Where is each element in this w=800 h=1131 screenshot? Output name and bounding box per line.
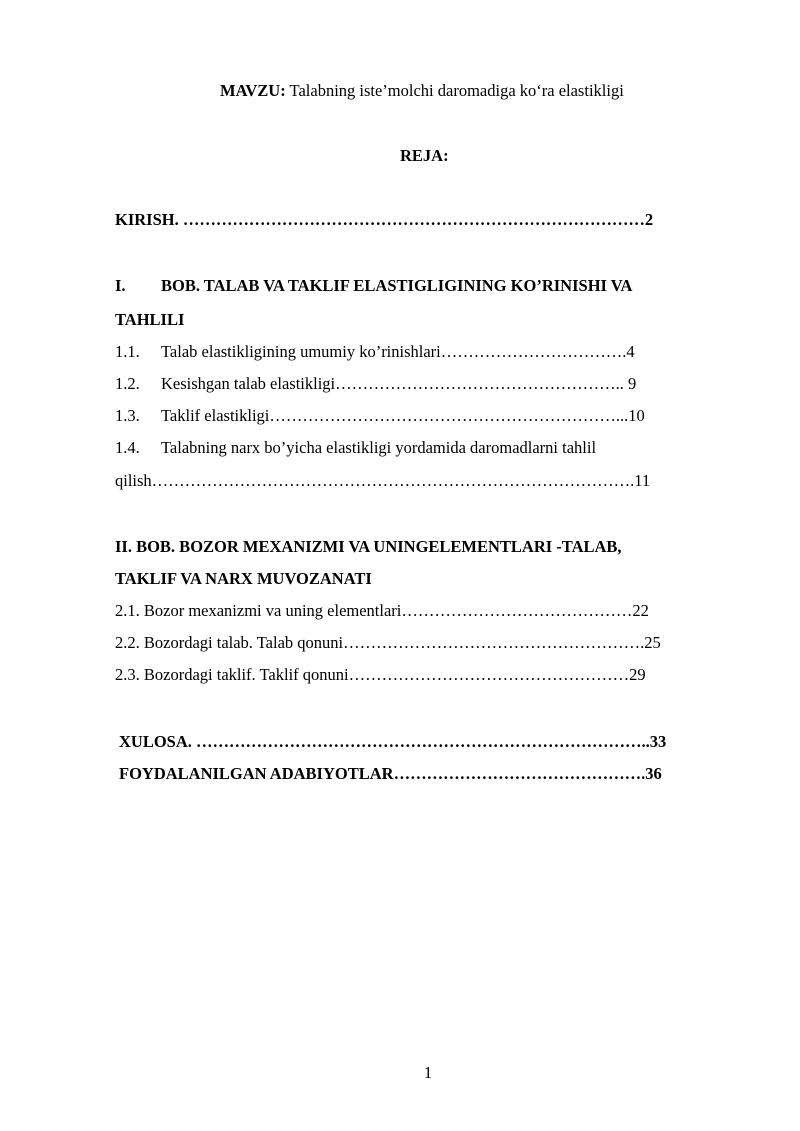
toc-item-continuation: qilish…………………………………………………………………………….11 — [115, 471, 651, 490]
toc-item — [115, 374, 636, 394]
toc-item — [115, 438, 596, 458]
toc-conclusion: XULOSA. ………………………………………………………………………..33 — [119, 732, 667, 751]
document-title — [220, 81, 624, 101]
toc-item-text: Talabning narx bo’yicha elastikligi yordamida daromadlarni tahlil — [161, 438, 597, 457]
toc-item: 2.1. Bozor mexanizmi va uning elementlari……………………………………22 — [115, 601, 649, 620]
toc-chapter1-title — [115, 276, 632, 296]
title-text: Talabning iste’molchi daromadiga ko‘ra elastikligi — [285, 81, 624, 100]
toc-item-text: Talab elastikligining umumiy ko’rinishlari…………………………….4 — [161, 342, 635, 361]
toc-chapter1-title-line2: TAHLILI — [115, 310, 185, 329]
toc-item — [115, 406, 645, 426]
toc-chapter1-number: I. — [115, 276, 126, 295]
toc-chapter2-title-line1: II. BOB. BOZOR MEXANIZMI VA UNINGELEMENTLARI -TALAB, — [115, 537, 622, 556]
toc-item-number: 1.2. — [115, 374, 140, 393]
toc-chapter1-title-line1: BOB. TALAB VA TAKLIF ELASTIGLIGINING KO’RINISHI VA — [161, 276, 633, 295]
toc-item-text: Kesishgan talab elastikligi…………………………………………….. 9 — [161, 374, 637, 393]
plan-heading: REJA: — [400, 146, 449, 165]
page-number: 1 — [423, 1063, 433, 1082]
toc-chapter2-title-line2: TAKLIF VA NARX MUVOZANATI — [115, 569, 372, 588]
toc-item-number: 1.4. — [115, 438, 140, 457]
toc-references: FOYDALANILGAN ADABIYOTLAR……………………………………….36 — [119, 764, 662, 783]
title-label: MAVZU: — [220, 81, 286, 100]
toc-item-text: Taklif elastikligi………………………………………………………...10 — [161, 406, 645, 425]
toc-intro: KIRISH. …………………………………………………………………………2 — [115, 210, 654, 229]
toc-item-number: 1.1. — [115, 342, 140, 361]
toc-item: 2.2. Bozordagi talab. Talab qonuni……………………………………………….25 — [115, 633, 661, 652]
toc-item-number: 1.3. — [115, 406, 140, 425]
toc-item — [115, 342, 635, 362]
toc-item: 2.3. Bozordagi taklif. Taklif qonuni……………………………………………29 — [115, 665, 646, 684]
